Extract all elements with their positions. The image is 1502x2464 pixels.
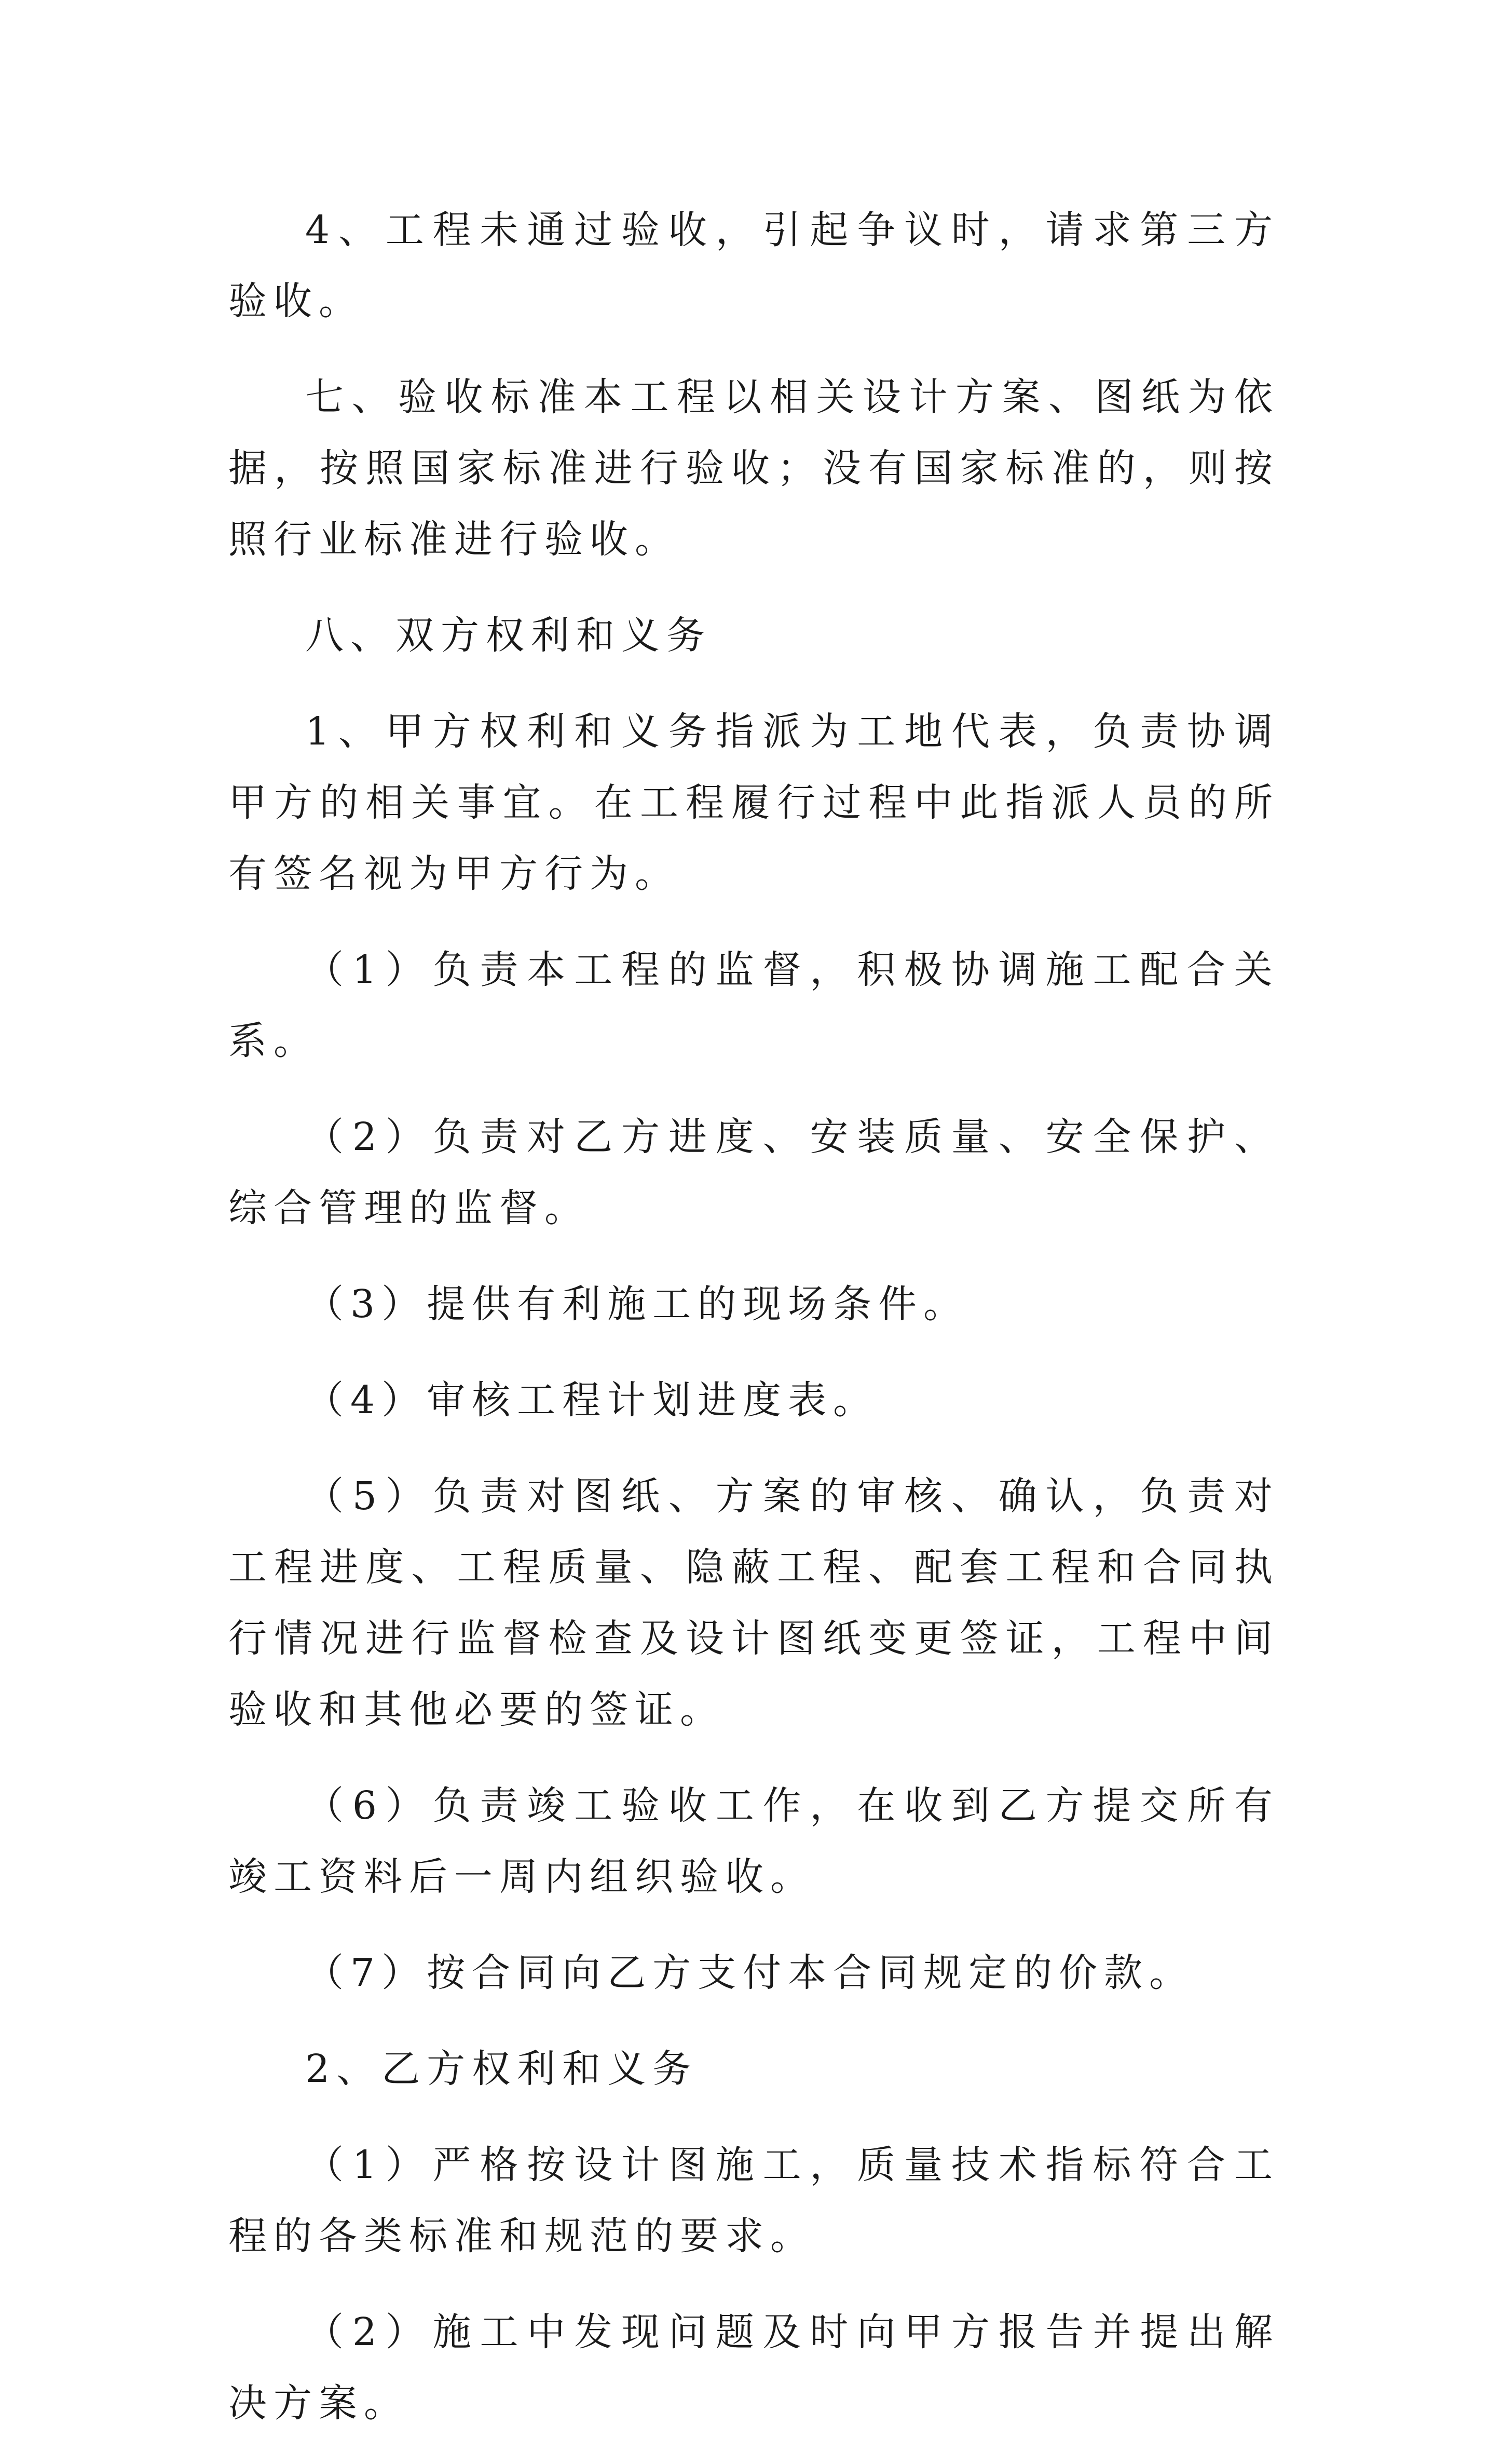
paragraph-acceptance-standard: 七、验收标准本工程以相关设计方案、图纸为依据，按照国家标准进行验收；没有国家标准的，则按照行业标准进行验收。 bbox=[228, 375, 1279, 562]
paragraph-party-b-rights: 2、乙方权利和义务 bbox=[305, 2047, 698, 2091]
list-item-party-a-4: （4）审核工程计划进度表。 bbox=[305, 1378, 879, 1423]
list-item-party-b-1: （1）严格按设计图施工，质量技术指标符合工程的各类标准和规范的要求。 bbox=[228, 2143, 1279, 2258]
list-item-party-a-7: （7）按合同向乙方支付本合同规定的价款。 bbox=[305, 1951, 1195, 1995]
list-item-party-a-2: （2）负责对乙方进度、安装质量、安全保护、综合管理的监督。 bbox=[228, 1115, 1279, 1230]
list-item-party-a-1: （1）负责本工程的监督，积极协调施工配合关系。 bbox=[228, 947, 1279, 1063]
paragraph-party-a-rights: 1、甲方权利和义务指派为工地代表，负责协调甲方的相关事宜。在工程履行过程中此指派人员的所有签名视为甲方行为。 bbox=[228, 709, 1279, 896]
document-body bbox=[228, 195, 1279, 2464]
section-heading-rights-obligations: 八、双方权利和义务 bbox=[305, 613, 712, 658]
list-item-party-a-3: （3）提供有利施工的现场条件。 bbox=[305, 1282, 969, 1326]
list-item-party-a-6: （6）负责竣工验收工作，在收到乙方提交所有竣工资料后一周内组织验收。 bbox=[228, 1783, 1279, 1899]
list-item-party-b-2: （2）施工中发现问题及时向甲方报告并提出解决方案。 bbox=[228, 2310, 1279, 2426]
list-item-party-a-5: （5）负责对图纸、方案的审核、确认，负责对工程进度、工程质量、隐蔽工程、配套工程和合同执行情况进行监督检查及设计图纸变更签证，工程中间验收和其他必要的签证。 bbox=[228, 1474, 1279, 1732]
paragraph-acceptance-dispute: 4、工程未通过验收，引起争议时，请求第三方验收。 bbox=[228, 208, 1279, 323]
